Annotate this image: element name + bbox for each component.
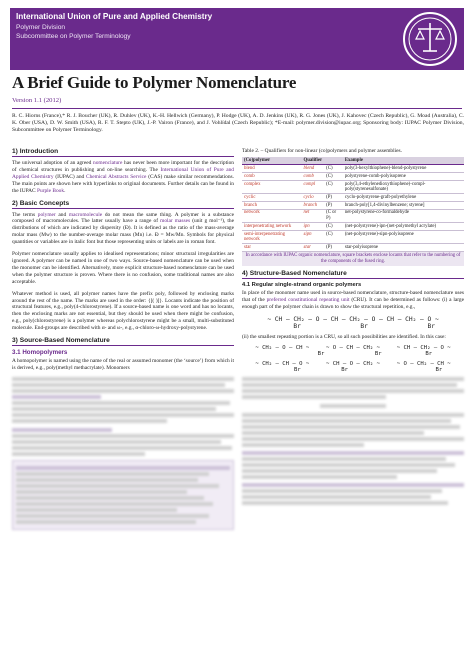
author-list: R. C. Hiorns (France),* R. J. Boucher (UK), R. Duhlev (UK), K.-H. Hellwich (Germany), P. Hodge (UK), A. D. Jenkins (UK), R. G. Jones (UK), J. Kahovec (Czech Republic), G. Moad (Australia), C. K. Ober (USA), D. W. Smith (USA), R. F. T. Stepto (UK), J.-P. Vairon (France), and J. Vohlídal (Czech Republic); *E-mail: polymer.division@iupac.org; Sponsoring body: IUPAC Polymer Division, Subcommittee on Polymer Terminology.	[12, 113, 464, 134]
iupac-logo-icon	[402, 11, 458, 67]
cru-substituents-row-1: Br Br Br	[273, 351, 433, 358]
table-2-note: In accordance with IUPAC organic nomenclature, square brackets enclose locants that refer to the numbering of the components of the fused ring.	[242, 252, 464, 266]
table-row: interpenetrating network ipn (C) (net-polystyrene)-ipn-(net-polymethyl acrylate)	[242, 223, 464, 231]
cas-link[interactable]: Chemical Abstracts Service	[86, 173, 147, 180]
table-row: cyclic cyclo (P) cyclo-polystyrene-graft-polyethylene	[242, 194, 464, 202]
cru-formula-row-2: ~ CH₂ – CH – O ~ ~ CH – O – CH₂ ~ ~ O – CH₂ – CH ~	[255, 361, 451, 368]
header-banner	[10, 8, 464, 70]
basic-concepts-paragraph-3: Whatever method is used, all polymer names have the prefix poly, followed by enclosing marks around the rest of the name. The marks are used in the order: {[( )]}. Locants indicate the position of structural features, e.g., poly(4-chlorostyrene). If a source-based name is one word and has no locants, then the enclosing marks are not essential, but they should be used when there might be confusion, e.g., poly(chlorostyrene) is a polymer whereas polychlorostyrene might be a small, multi-substituted molecule. End-groups are described with α- and ω-, e.g., α-chloro-ω-hydroxy-polystyrene.	[12, 290, 234, 332]
iupac-link[interactable]: International Union of Pure and Applied Chemistry	[12, 166, 235, 180]
section-basic-concepts-heading: 2) Basic Concepts	[12, 200, 234, 209]
document-title: A Brief Guide to Polymer Nomenclature	[12, 73, 297, 92]
polymer-chain-substituents: Br Br Br	[271, 322, 435, 330]
basic-concepts-paragraph-2: Polymer nomenclature usually applies to idealised representations; minor structural irregularities are ignored. A polymer can be named in one of two ways. Source-based nomenclature can be used when the monomer can be identified. Alternatively, more explicit structure-based nomenclature can be used when the polymer structure is proven. Where there is no confusion, some traditional names are also acceptable.	[12, 251, 234, 285]
basic-concepts-paragraph-1: The terms polymer and macromolecule do not mean the same thing. A polymer is a substance composed of macromolecules. The latter usually have a range of molar masses (unit g mol⁻¹), the distributions of which are indicated by dispersity (Đ). It is defined as the ratio of the mass-average molar mass (Mw) to the number-average molar mass (Mn) i.e. Đ = Mw/Mn. Symbols for physical quantities or variables are in italic font but those representing units or labels are in roman font.	[12, 211, 234, 246]
table-row: blend blend (C) poly(3-hexylthiophene)-blend-polystyrene	[242, 165, 464, 173]
division-name: Polymer Division	[16, 24, 66, 31]
blurred-left-content	[12, 377, 234, 530]
nomenclature-link[interactable]: nomenclature	[93, 160, 123, 166]
section-introduction-heading: 1) Introduction	[12, 148, 234, 157]
purple-book-link[interactable]: Purple Book	[36, 187, 65, 194]
section-source-based-heading: 3) Source-Based Nomenclature	[12, 337, 234, 346]
polymer-link[interactable]: polymer	[37, 211, 56, 218]
blurred-right-content	[242, 377, 464, 505]
homopolymers-paragraph: A homopolymer is named using the name of the real or assumed monomer (the ‘source’) from which it is derived, e.g., poly(methyl methacrylate). Monomers	[12, 358, 235, 371]
molar-masses-link[interactable]: molar masses	[160, 218, 191, 225]
macromolecule-link[interactable]: macromolecule	[68, 211, 103, 218]
table-header-qualifier: Qualifier	[302, 157, 325, 165]
organization-name: International Union of Pure and Applied Chemistry	[16, 12, 213, 21]
homopolymers-subheading: 3.1 Homopolymers	[12, 349, 68, 357]
table-2-caption: Table 2. – Qualifiers for non-linear (co)polymers and polymer assemblies.	[242, 148, 402, 154]
table-row: semi-interpenetrating network sipn (C) (net-polystyrene)-sipn-polyisoprene	[242, 231, 464, 244]
cru-substituents-row-2: Br Br Br	[263, 367, 443, 374]
structure-paragraph-1: In place of the monomer name used in source-based nomenclature, structure-based nomenclature uses that of the preferred constitutional repeating unit (CRU). It can be determined as follows: (i) a large enough part of the polymer chain is drawn to show the structural repetition, e.g.,	[242, 289, 465, 310]
right-column	[242, 148, 464, 507]
qualifiers-table	[242, 157, 464, 252]
structure-paragraph-2: (ii) the smallest repeating portion is a CRU, so all such possibilities are identified. In this case:	[242, 333, 446, 340]
table-row: comb comb (C) polystyrene-comb-polyisoprene	[242, 173, 464, 181]
polymer-chain-formula: ~ CH – CH₂ – O – CH – CH₂ – O – CH – CH₂ – O ~	[267, 315, 439, 323]
cru-formula-row-1: ~ CH₂ – O – CH ~ ~ O – CH – CH₂ ~ ~ CH – CH₂ – O ~	[255, 345, 451, 352]
title-divider	[12, 108, 462, 109]
table-header-example: Example	[343, 157, 464, 165]
table-row: star star (P) star-polyisoprene	[242, 244, 464, 252]
document-version: Version 1.1 (2012)	[12, 97, 62, 104]
table-header-blank	[324, 157, 343, 165]
introduction-paragraph: The universal adoption of an agreed nomenclature has never been more important for the description of chemical structures in publishing and on-line searching. The International Union of Pure and Applied Chemistry (IUPAC) and Chemical Abstracts Service (CAS) make similar recommendations. The main points are shown here with hyperlinks to original documents. Further details can be found in the IUPAC Purple Book.	[12, 160, 235, 194]
left-column	[12, 148, 234, 530]
table-row: branch branch (P) branch-poly[1,4-divinylbenzene; styrene]	[242, 202, 464, 210]
regular-polymers-subheading: 4.1 Regular single-strand organic polymers	[242, 281, 362, 288]
table-row: complex compl (C) poly(3,4-ethylenedioxythiophene)-compl-poly(styrenesulfonate)	[242, 180, 464, 193]
cru-link[interactable]: preferred constitutional repeating unit	[266, 296, 350, 303]
table-row: network net (C or P) net-polystyrene-co-formaldehyde	[242, 209, 464, 222]
section-structure-based-heading: 4) Structure-Based Nomenclature	[242, 270, 464, 279]
subcommittee-name: Subcommittee on Polymer Terminology	[16, 33, 131, 40]
table-header-copolymer: (Co)polymer	[242, 157, 302, 165]
